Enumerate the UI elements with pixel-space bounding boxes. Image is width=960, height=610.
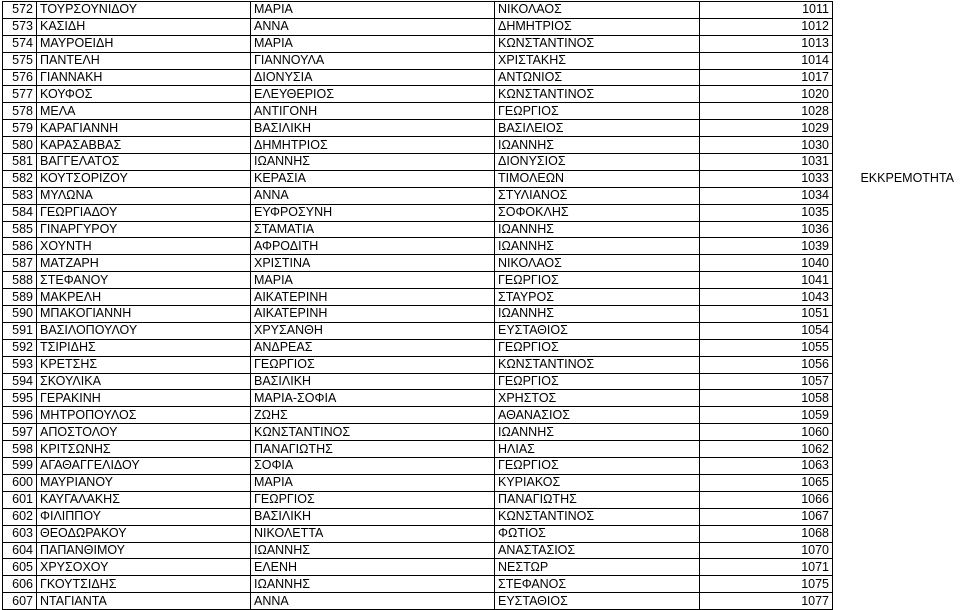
status-cell <box>833 35 958 52</box>
status-cell <box>833 508 958 525</box>
code-cell: 1028 <box>700 103 833 120</box>
surname-cell: ΚΑΡΑΓΙΑΝΝΗ <box>37 120 251 137</box>
father-name-cell: ΚΥΡΙΑΚΟΣ <box>495 474 700 491</box>
status-cell <box>833 187 958 204</box>
table-row <box>3 458 958 475</box>
surname-cell: ΑΓΑΘΑΓΓΕΛΙΔΟΥ <box>37 458 251 475</box>
surname-cell: ΓΕΩΡΓΙΑΔΟΥ <box>37 204 251 221</box>
row-number-cell: 577 <box>3 86 37 103</box>
code-cell: 1011 <box>700 2 833 19</box>
records-table-body <box>3 2 958 610</box>
code-cell: 1039 <box>700 238 833 255</box>
code-cell: 1017 <box>700 69 833 86</box>
first-name-cell: ΙΩΑΝΝΗΣ <box>251 576 495 593</box>
table-row <box>3 525 958 542</box>
code-cell: 1043 <box>700 289 833 306</box>
code-cell: 1041 <box>700 272 833 289</box>
code-cell: 1031 <box>700 154 833 171</box>
surname-cell: ΚΑΡΑΣΑΒΒΑΣ <box>37 137 251 154</box>
table-row <box>3 154 958 171</box>
code-cell: 1035 <box>700 204 833 221</box>
code-cell: 1060 <box>700 424 833 441</box>
status-cell <box>833 373 958 390</box>
father-name-cell: ΦΩΤΙΟΣ <box>495 525 700 542</box>
first-name-cell: ΑΝΝΑ <box>251 593 495 610</box>
first-name-cell: ΒΑΣΙΛΙΚΗ <box>251 373 495 390</box>
first-name-cell: ΕΛΕΥΘΕΡΙΟΣ <box>251 86 495 103</box>
first-name-cell: ΙΩΑΝΝΗΣ <box>251 154 495 171</box>
status-cell <box>833 542 958 559</box>
table-row <box>3 322 958 339</box>
surname-cell: ΑΠΟΣΤΟΛΟΥ <box>37 424 251 441</box>
surname-cell: ΦΙΛΙΠΠΟΥ <box>37 508 251 525</box>
row-number-cell: 584 <box>3 204 37 221</box>
table-row <box>3 221 958 238</box>
status-cell <box>833 390 958 407</box>
surname-cell: ΜΗΤΡΟΠΟΥΛΟΣ <box>37 407 251 424</box>
father-name-cell: ΑΝΑΣΤΑΣΙΟΣ <box>495 542 700 559</box>
status-cell <box>833 339 958 356</box>
code-cell: 1058 <box>700 390 833 407</box>
status-cell <box>833 576 958 593</box>
first-name-cell: ΔΗΜΗΤΡΙΟΣ <box>251 137 495 154</box>
surname-cell: ΤΣΙΡΙΔΗΣ <box>37 339 251 356</box>
status-cell <box>833 289 958 306</box>
table-row <box>3 103 958 120</box>
surname-cell: ΜΑΥΡΙΑΝΟΥ <box>37 474 251 491</box>
table-row <box>3 559 958 576</box>
table-row <box>3 187 958 204</box>
surname-cell: ΠΑΝΤΕΛΗ <box>37 52 251 69</box>
row-number-cell: 575 <box>3 52 37 69</box>
status-cell: ΕΚΚΡΕΜΟΤΗΤΑ <box>860 171 954 186</box>
father-name-cell: ΔΙΟΝΥΣΙΟΣ <box>495 154 700 171</box>
status-cell <box>833 491 958 508</box>
table-row <box>3 255 958 272</box>
table-row <box>3 137 958 154</box>
father-name-cell: ΙΩΑΝΝΗΣ <box>495 137 700 154</box>
records-table <box>2 1 958 610</box>
code-cell: 1012 <box>700 18 833 35</box>
code-cell: 1020 <box>700 86 833 103</box>
code-cell: 1029 <box>700 120 833 137</box>
status-cell <box>833 458 958 475</box>
row-number-cell: 585 <box>3 221 37 238</box>
status-cell <box>833 18 958 35</box>
row-number-cell: 582 <box>3 170 37 187</box>
father-name-cell: ΕΥΣΤΑΘΙΟΣ <box>495 593 700 610</box>
surname-cell: ΓΕΡΑΚΙΝΗ <box>37 390 251 407</box>
table-row <box>3 390 958 407</box>
status-cell <box>833 2 958 19</box>
code-cell: 1066 <box>700 491 833 508</box>
father-name-cell: ΚΩΝΣΤΑΝΤΙΝΟΣ <box>495 86 700 103</box>
status-cell <box>833 86 958 103</box>
first-name-cell: ΔΙΟΝΥΣΙΑ <box>251 69 495 86</box>
status-cell <box>833 120 958 137</box>
father-name-cell: ΙΩΑΝΝΗΣ <box>495 238 700 255</box>
father-name-cell: ΔΗΜΗΤΡΙΟΣ <box>495 18 700 35</box>
status-cell <box>833 52 958 69</box>
status-cell <box>833 69 958 86</box>
first-name-cell: ΜΑΡΙΑ <box>251 474 495 491</box>
row-number-cell: 599 <box>3 458 37 475</box>
surname-cell: ΜΑΤΖΑΡΗ <box>37 255 251 272</box>
table-row <box>3 339 958 356</box>
table-row <box>3 2 958 19</box>
surname-cell: ΓΚΟΥΤΣΙΔΗΣ <box>37 576 251 593</box>
father-name-cell: ΧΡΙΣΤΑΚΗΣ <box>495 52 700 69</box>
surname-cell: ΣΤΕΦΑΝΟΥ <box>37 272 251 289</box>
status-cell <box>833 525 958 542</box>
row-number-cell: 604 <box>3 542 37 559</box>
code-cell: 1063 <box>700 458 833 475</box>
surname-cell: ΜΕΛΑ <box>37 103 251 120</box>
row-number-cell: 595 <box>3 390 37 407</box>
row-number-cell: 607 <box>3 593 37 610</box>
surname-cell: ΧΡΥΣΟΧΟΥ <box>37 559 251 576</box>
table-row <box>3 86 958 103</box>
first-name-cell: ΑΝΔΡΕΑΣ <box>251 339 495 356</box>
row-number-cell: 590 <box>3 306 37 323</box>
father-name-cell: ΣΤΥΛΙΑΝΟΣ <box>495 187 700 204</box>
status-cell <box>833 322 958 339</box>
table-row <box>3 508 958 525</box>
code-cell: 1051 <box>700 306 833 323</box>
surname-cell: ΒΑΓΓΕΛΑΤΟΣ <box>37 154 251 171</box>
status-cell <box>833 306 958 323</box>
father-name-cell: ΙΩΑΝΝΗΣ <box>495 221 700 238</box>
code-cell: 1030 <box>700 137 833 154</box>
first-name-cell: ΖΩΗΣ <box>251 407 495 424</box>
surname-cell: ΣΚΟΥΛΙΚΑ <box>37 373 251 390</box>
father-name-cell: ΓΕΩΡΓΙΟΣ <box>495 373 700 390</box>
father-name-cell: ΗΛΙΑΣ <box>495 441 700 458</box>
father-name-cell: ΑΘΑΝΑΣΙΟΣ <box>495 407 700 424</box>
surname-cell: ΠΑΠΑΝΘΙΜΟΥ <box>37 542 251 559</box>
father-name-cell: ΑΝΤΩΝΙΟΣ <box>495 69 700 86</box>
first-name-cell: ΒΑΣΙΛΙΚΗ <box>251 120 495 137</box>
father-name-cell: ΓΕΩΡΓΙΟΣ <box>495 103 700 120</box>
code-cell: 1055 <box>700 339 833 356</box>
status-cell <box>833 154 958 171</box>
father-name-cell: ΣΤΑΥΡΟΣ <box>495 289 700 306</box>
first-name-cell: ΒΑΣΙΛΙΚΗ <box>251 508 495 525</box>
table-row <box>3 170 958 187</box>
surname-cell: ΓΙΝΑΡΓΥΡΟΥ <box>37 221 251 238</box>
status-cell <box>833 559 958 576</box>
first-name-cell: ΧΡΥΣΑΝΘΗ <box>251 322 495 339</box>
first-name-cell: ΠΑΝΑΓΙΩΤΗΣ <box>251 441 495 458</box>
row-number-cell: 580 <box>3 137 37 154</box>
table-row <box>3 238 958 255</box>
surname-cell: ΚΑΣΙΔΗ <box>37 18 251 35</box>
row-number-cell: 588 <box>3 272 37 289</box>
table-row <box>3 407 958 424</box>
status-cell <box>833 474 958 491</box>
row-number-cell: 602 <box>3 508 37 525</box>
code-cell: 1040 <box>700 255 833 272</box>
first-name-cell: ΜΑΡΙΑ <box>251 2 495 19</box>
father-name-cell: ΓΕΩΡΓΙΟΣ <box>495 339 700 356</box>
father-name-cell: ΙΩΑΝΝΗΣ <box>495 424 700 441</box>
code-cell: 1034 <box>700 187 833 204</box>
status-cell <box>833 137 958 154</box>
first-name-cell: ΜΑΡΙΑ <box>251 272 495 289</box>
first-name-cell: ΜΑΡΙΑ-ΣΟΦΙΑ <box>251 390 495 407</box>
row-number-cell: 579 <box>3 120 37 137</box>
first-name-cell: ΜΑΡΙΑ <box>251 35 495 52</box>
surname-cell: ΜΑΥΡΟΕΙΔΗ <box>37 35 251 52</box>
surname-cell: ΚΟΥΦΟΣ <box>37 86 251 103</box>
first-name-cell: ΙΩΑΝΝΗΣ <box>251 542 495 559</box>
first-name-cell: ΓΕΩΡΓΙΟΣ <box>251 491 495 508</box>
first-name-cell: ΧΡΙΣΤΙΝΑ <box>251 255 495 272</box>
row-number-cell: 583 <box>3 187 37 204</box>
first-name-cell: ΓΕΩΡΓΙΟΣ <box>251 356 495 373</box>
first-name-cell: ΣΟΦΙΑ <box>251 458 495 475</box>
code-cell: 1062 <box>700 441 833 458</box>
father-name-cell: ΓΕΩΡΓΙΟΣ <box>495 272 700 289</box>
father-name-cell: ΚΩΝΣΤΑΝΤΙΝΟΣ <box>495 35 700 52</box>
father-name-cell: ΚΩΝΣΤΑΝΤΙΝΟΣ <box>495 356 700 373</box>
first-name-cell: ΑΙΚΑΤΕΡΙΝΗ <box>251 306 495 323</box>
father-name-cell: ΤΙΜΟΛΕΩΝ <box>495 170 700 187</box>
surname-cell: ΝΤΑΓΙΑΝΤΑ <box>37 593 251 610</box>
table-row <box>3 576 958 593</box>
row-number-cell: 593 <box>3 356 37 373</box>
table-row <box>3 593 958 610</box>
row-number-cell: 587 <box>3 255 37 272</box>
father-name-cell: ΚΩΝΣΤΑΝΤΙΝΟΣ <box>495 508 700 525</box>
row-number-cell: 592 <box>3 339 37 356</box>
table-row <box>3 474 958 491</box>
code-cell: 1071 <box>700 559 833 576</box>
father-name-cell: ΝΕΣΤΩΡ <box>495 559 700 576</box>
row-number-cell: 574 <box>3 35 37 52</box>
row-number-cell: 591 <box>3 322 37 339</box>
row-number-cell: 597 <box>3 424 37 441</box>
row-number-cell: 600 <box>3 474 37 491</box>
code-cell: 1036 <box>700 221 833 238</box>
row-number-cell: 581 <box>3 154 37 171</box>
row-number-cell: 573 <box>3 18 37 35</box>
row-number-cell: 589 <box>3 289 37 306</box>
first-name-cell: ΑΝΝΑ <box>251 18 495 35</box>
status-cell <box>833 238 958 255</box>
status-cell <box>833 103 958 120</box>
first-name-cell: ΕΛΕΝΗ <box>251 559 495 576</box>
code-cell: 1056 <box>700 356 833 373</box>
row-number-cell: 603 <box>3 525 37 542</box>
father-name-cell: ΝΙΚΟΛΑΟΣ <box>495 255 700 272</box>
status-cell <box>833 356 958 373</box>
father-name-cell: ΙΩΑΝΝΗΣ <box>495 306 700 323</box>
surname-cell: ΜΠΑΚΟΓΙΑΝΝΗ <box>37 306 251 323</box>
table-row <box>3 306 958 323</box>
row-number-cell: 578 <box>3 103 37 120</box>
first-name-cell: ΣΤΑΜΑΤΙΑ <box>251 221 495 238</box>
status-cell <box>833 441 958 458</box>
father-name-cell: ΣΤΕΦΑΝΟΣ <box>495 576 700 593</box>
table-row <box>3 373 958 390</box>
row-number-cell: 598 <box>3 441 37 458</box>
first-name-cell: ΑΦΡΟΔΙΤΗ <box>251 238 495 255</box>
status-cell <box>833 272 958 289</box>
status-cell <box>833 593 958 610</box>
table-row <box>3 272 958 289</box>
surname-cell: ΧΟΥΝΤΗ <box>37 238 251 255</box>
surname-cell: ΒΑΣΙΛΟΠΟΥΛΟΥ <box>37 322 251 339</box>
status-cell <box>833 204 958 221</box>
table-row <box>3 441 958 458</box>
status-cell <box>833 407 958 424</box>
father-name-cell: ΣΟΦΟΚΛΗΣ <box>495 204 700 221</box>
table-row <box>3 356 958 373</box>
first-name-cell: ΓΙΑΝΝΟΥΛΑ <box>251 52 495 69</box>
row-number-cell: 605 <box>3 559 37 576</box>
table-row <box>3 204 958 221</box>
code-cell: 1067 <box>700 508 833 525</box>
first-name-cell: ΝΙΚΟΛΕΤΤΑ <box>251 525 495 542</box>
status-cell <box>833 255 958 272</box>
father-name-cell: ΕΥΣΤΑΘΙΟΣ <box>495 322 700 339</box>
first-name-cell: ΕΥΦΡΟΣΥΝΗ <box>251 204 495 221</box>
first-name-cell: ΚΕΡΑΣΙΑ <box>251 170 495 187</box>
row-number-cell: 601 <box>3 491 37 508</box>
father-name-cell: ΠΑΝΑΓΙΩΤΗΣ <box>495 491 700 508</box>
father-name-cell: ΝΙΚΟΛΑΟΣ <box>495 2 700 19</box>
surname-cell: ΚΡΙΤΣΩΝΗΣ <box>37 441 251 458</box>
code-cell: 1013 <box>700 35 833 52</box>
status-cell <box>833 424 958 441</box>
first-name-cell: ΑΝΤΙΓΟΝΗ <box>251 103 495 120</box>
first-name-cell: ΚΩΝΣΤΑΝΤΙΝΟΣ <box>251 424 495 441</box>
code-cell: 1057 <box>700 373 833 390</box>
table-row <box>3 120 958 137</box>
father-name-cell: ΧΡΗΣΤΟΣ <box>495 390 700 407</box>
code-cell: 1014 <box>700 52 833 69</box>
row-number-cell: 572 <box>3 2 37 19</box>
row-number-cell: 596 <box>3 407 37 424</box>
code-cell: 1068 <box>700 525 833 542</box>
table-row <box>3 18 958 35</box>
table-row <box>3 52 958 69</box>
table-row <box>3 35 958 52</box>
father-name-cell: ΒΑΣΙΛΕΙΟΣ <box>495 120 700 137</box>
surname-cell: ΚΡΕΤΣΗΣ <box>37 356 251 373</box>
code-cell: 1054 <box>700 322 833 339</box>
code-cell: 1065 <box>700 474 833 491</box>
table-row <box>3 491 958 508</box>
code-cell: 1033 <box>700 170 833 187</box>
first-name-cell: ΑΙΚΑΤΕΡΙΝΗ <box>251 289 495 306</box>
surname-cell: ΜΑΚΡΕΛΗ <box>37 289 251 306</box>
table-row <box>3 69 958 86</box>
row-number-cell: 606 <box>3 576 37 593</box>
table-row <box>3 289 958 306</box>
row-number-cell: 576 <box>3 69 37 86</box>
table-row <box>3 424 958 441</box>
surname-cell: ΤΟΥΡΣΟΥΝΙΔΟΥ <box>37 2 251 19</box>
code-cell: 1077 <box>700 593 833 610</box>
surname-cell: ΜΥΛΩΝΑ <box>37 187 251 204</box>
status-cell <box>833 221 958 238</box>
surname-cell: ΓΙΑΝΝΑΚΗ <box>37 69 251 86</box>
table-row <box>3 542 958 559</box>
surname-cell: ΘΕΟΔΩΡΑΚΟΥ <box>37 525 251 542</box>
father-name-cell: ΓΕΩΡΓΙΟΣ <box>495 458 700 475</box>
row-number-cell: 594 <box>3 373 37 390</box>
code-cell: 1070 <box>700 542 833 559</box>
row-number-cell: 586 <box>3 238 37 255</box>
surname-cell: ΚΟΥΤΣΟΡΙΖΟΥ <box>37 170 251 187</box>
code-cell: 1075 <box>700 576 833 593</box>
code-cell: 1059 <box>700 407 833 424</box>
surname-cell: ΚΑΥΓΑΛΑΚΗΣ <box>37 491 251 508</box>
first-name-cell: ΑΝΝΑ <box>251 187 495 204</box>
